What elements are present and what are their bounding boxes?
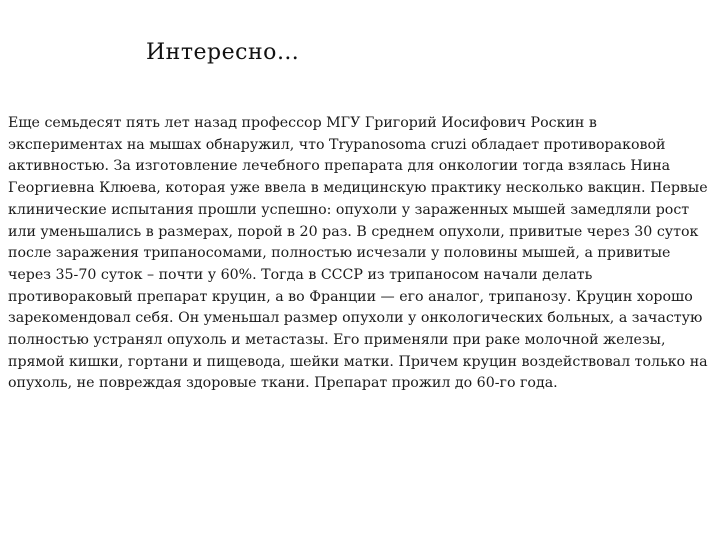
slide-body-text: Еще семьдесят пять лет назад профессор МГУ Григорий Иосифович Роскин в экспериментах на мышах обнаружил, что Trypanosoma cruzi обладает противораковой активностью. За изготовление лечебного препарата для онкологии тогда взялась Нина Георгиевна Клюева, которая уже ввела в медицинскую практику несколько вакцин. Первые клинические испытания прошли успешно: опухоли у зараженных мышей замедляли рост или уменьшались в размерах, порой в 20 раз. В среднем опухоли, привитые через 30 суток после заражения трипаносомами, полностью исчезали у половины мышей, а привитые через 35-70 суток – почти у 60%. Тогда в СССР из трипаносом начали делать противораковый препарат круцин, а во Франции — его аналог, трипанозу. Круцин хорошо зарекомендовал себя. Он уменьшал размер опухоли у онкологических больных, а зачастую полностью устранял опухоль и метастазы. Его применяли при раке молочной железы, прямой кишки, гортани и пищевода, шейки матки. Причем круцин воздействовал только на опухоль, не повреждая здоровые ткани. Препарат прожил до 60-го года. [8,115,708,392]
slide-title: Интересно… [146,40,300,65]
